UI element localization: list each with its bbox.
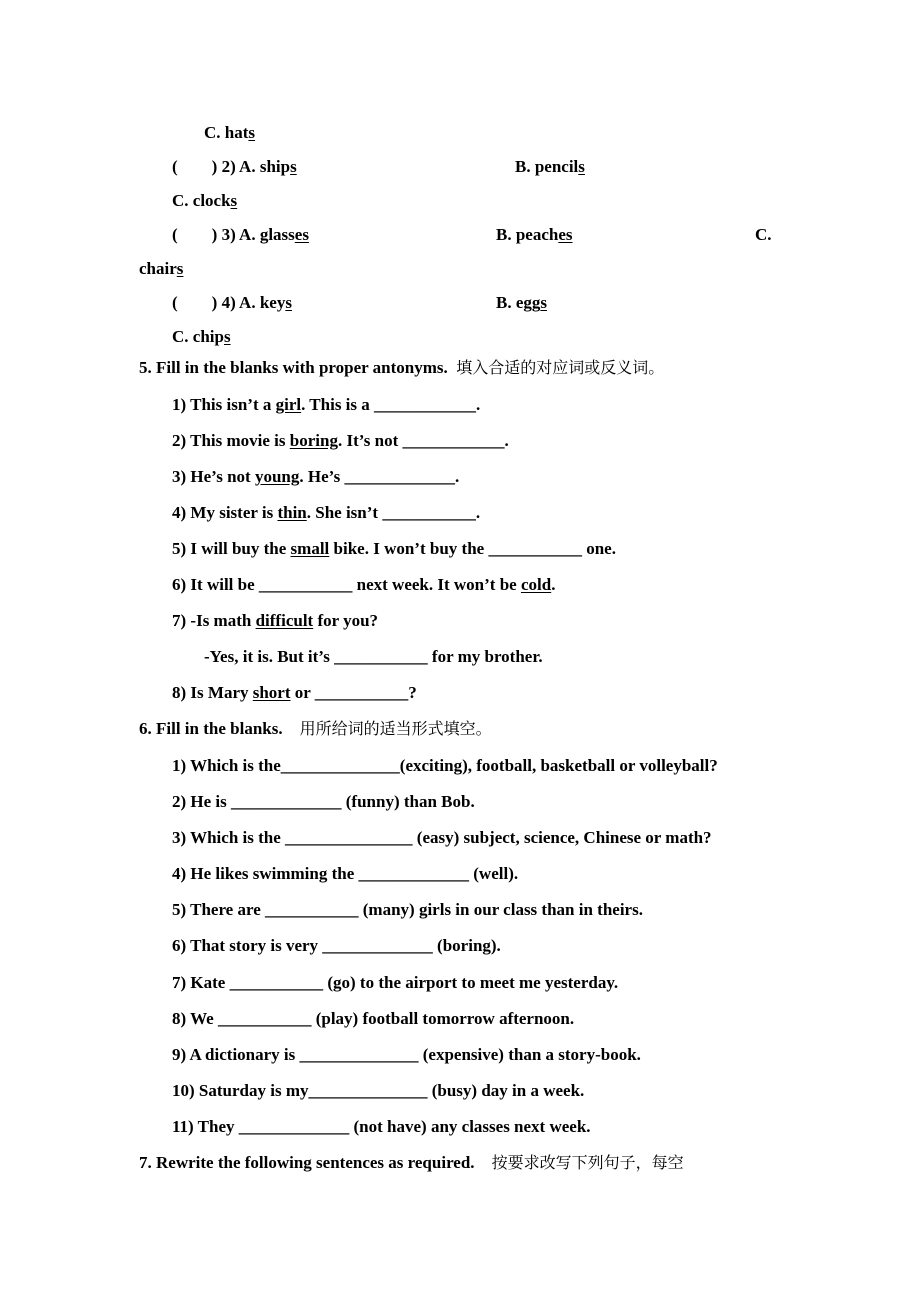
underlined-word: s — [176, 259, 184, 278]
underlined-word: es — [294, 225, 309, 244]
text-line — [172, 1045, 641, 1065]
text-segment: 5. Fill in the blanks with proper antonyms. — [139, 358, 457, 377]
text-segment: . He’s _____________. — [299, 467, 460, 486]
underlined-word: girl — [275, 395, 302, 414]
text-line — [172, 1081, 584, 1101]
text-line — [515, 157, 585, 177]
text-segment: 8) Is Mary — [172, 683, 253, 702]
underlined-word: s — [540, 293, 548, 312]
text-line — [172, 467, 459, 487]
text-line — [139, 358, 664, 378]
text-segment: ( ) 2) A. ship — [172, 157, 291, 176]
text-segment: ( ) 3) A. glass — [172, 225, 295, 244]
text-segment: 1) This isn’t a — [172, 395, 276, 414]
text-segment: 11) They _____________ (not have) any classes next week. — [172, 1117, 591, 1136]
text-segment: C. chip — [172, 327, 224, 346]
text-segment: 2) He is _____________ (funny) than Bob. — [172, 792, 475, 811]
text-segment: bike. I won’t buy the ___________ one. — [329, 539, 616, 558]
text-line — [172, 575, 555, 595]
underlined-word: s — [290, 157, 297, 176]
underlined-word: cold — [520, 575, 552, 594]
text-segment: C. — [755, 225, 772, 244]
text-segment: 6. Fill in the blanks. — [139, 719, 300, 738]
text-line — [172, 157, 297, 177]
text-segment: for you? — [313, 611, 379, 630]
text-segment: 6) It will be ___________ next week. It won’t be — [172, 575, 521, 594]
underlined-word: s — [248, 123, 256, 142]
text-segment: ( ) 4) A. key — [172, 293, 286, 312]
text-line — [172, 611, 378, 631]
text-segment: 2) This movie is — [172, 431, 290, 450]
text-line — [172, 395, 480, 415]
text-line — [755, 225, 772, 245]
text-line — [172, 864, 518, 884]
text-line — [172, 225, 309, 245]
text-line — [172, 973, 618, 993]
underlined-word: small — [290, 539, 330, 558]
text-line — [139, 259, 183, 279]
underlined-word: es — [558, 225, 573, 244]
text-segment: . It’s not ____________. — [337, 431, 509, 450]
text-segment: 7) Kate ___________ (go) to the airport to meet me yesterday. — [172, 973, 619, 992]
text-segment: 8) We ___________ (play) football tomorrow afternoon. — [172, 1009, 575, 1028]
underlined-word: young — [254, 467, 300, 486]
underlined-word: s — [230, 191, 238, 210]
text-line — [496, 293, 547, 313]
text-segment: 1) Which is the______________(exciting), football, basketball or volleyball? — [172, 756, 718, 775]
text-line — [172, 539, 616, 559]
text-line — [172, 1117, 591, 1137]
text-segment: 4) He likes swimming the _____________ (well). — [172, 864, 519, 883]
text-segment: B. egg — [496, 293, 541, 312]
text-segment: B. pencil — [515, 157, 579, 176]
text-line — [172, 327, 231, 347]
text-line — [172, 756, 718, 776]
text-line — [172, 191, 237, 211]
underlined-word: s — [223, 327, 231, 346]
text-segment: B. peach — [496, 225, 559, 244]
underlined-word: boring — [289, 431, 338, 450]
text-line — [204, 123, 255, 143]
text-segment: . She isn’t ___________. — [306, 503, 481, 522]
text-line — [496, 225, 573, 245]
text-line — [172, 936, 501, 956]
text-line — [139, 719, 492, 739]
text-line — [172, 792, 475, 812]
text-segment: 9) A dictionary is ______________ (expensive) than a story-book. — [172, 1045, 641, 1064]
underlined-word: thin — [277, 503, 307, 522]
text-line — [172, 1009, 574, 1029]
text-segment: 5) I will buy the — [172, 539, 291, 558]
text-line — [172, 293, 292, 313]
text-segment: . — [551, 575, 556, 594]
underlined-word: short — [252, 683, 291, 702]
text-segment: chair — [139, 259, 177, 278]
underlined-word: s — [285, 293, 292, 312]
text-line — [172, 828, 712, 848]
chinese-instruction: 按要求改写下列句子，每空 — [491, 1153, 684, 1172]
text-segment: C. hat — [204, 123, 249, 142]
text-segment: or ___________? — [290, 683, 417, 702]
text-line — [172, 900, 643, 920]
text-line — [172, 683, 417, 703]
underlined-word: s — [578, 157, 585, 176]
text-line — [204, 647, 543, 667]
underlined-word: difficult — [255, 611, 314, 630]
text-segment: 7. Rewrite the following sentences as required. — [139, 1153, 492, 1172]
text-segment: -Yes, it is. But it’s ___________ for my brother. — [204, 647, 543, 666]
text-line — [172, 503, 480, 523]
chinese-instruction: 用所给词的适当形式填空。 — [299, 719, 492, 738]
chinese-instruction: 填入合适的对应词或反义词。 — [456, 358, 665, 377]
text-line — [139, 1153, 684, 1173]
text-segment: 5) There are ___________ (many) girls in our class than in theirs. — [172, 900, 643, 919]
text-segment: 3) Which is the _______________ (easy) subject, science, Chinese or math? — [172, 828, 712, 847]
text-segment: 4) My sister is — [172, 503, 278, 522]
text-segment: 10) Saturday is my______________ (busy) day in a week. — [172, 1081, 585, 1100]
text-segment: 6) That story is very _____________ (boring). — [172, 936, 501, 955]
text-segment: . This is a ____________. — [301, 395, 481, 414]
text-segment: 3) He’s not — [172, 467, 255, 486]
text-line — [172, 431, 509, 451]
text-segment: C. clock — [172, 191, 231, 210]
text-segment: 7) -Is math — [172, 611, 256, 630]
